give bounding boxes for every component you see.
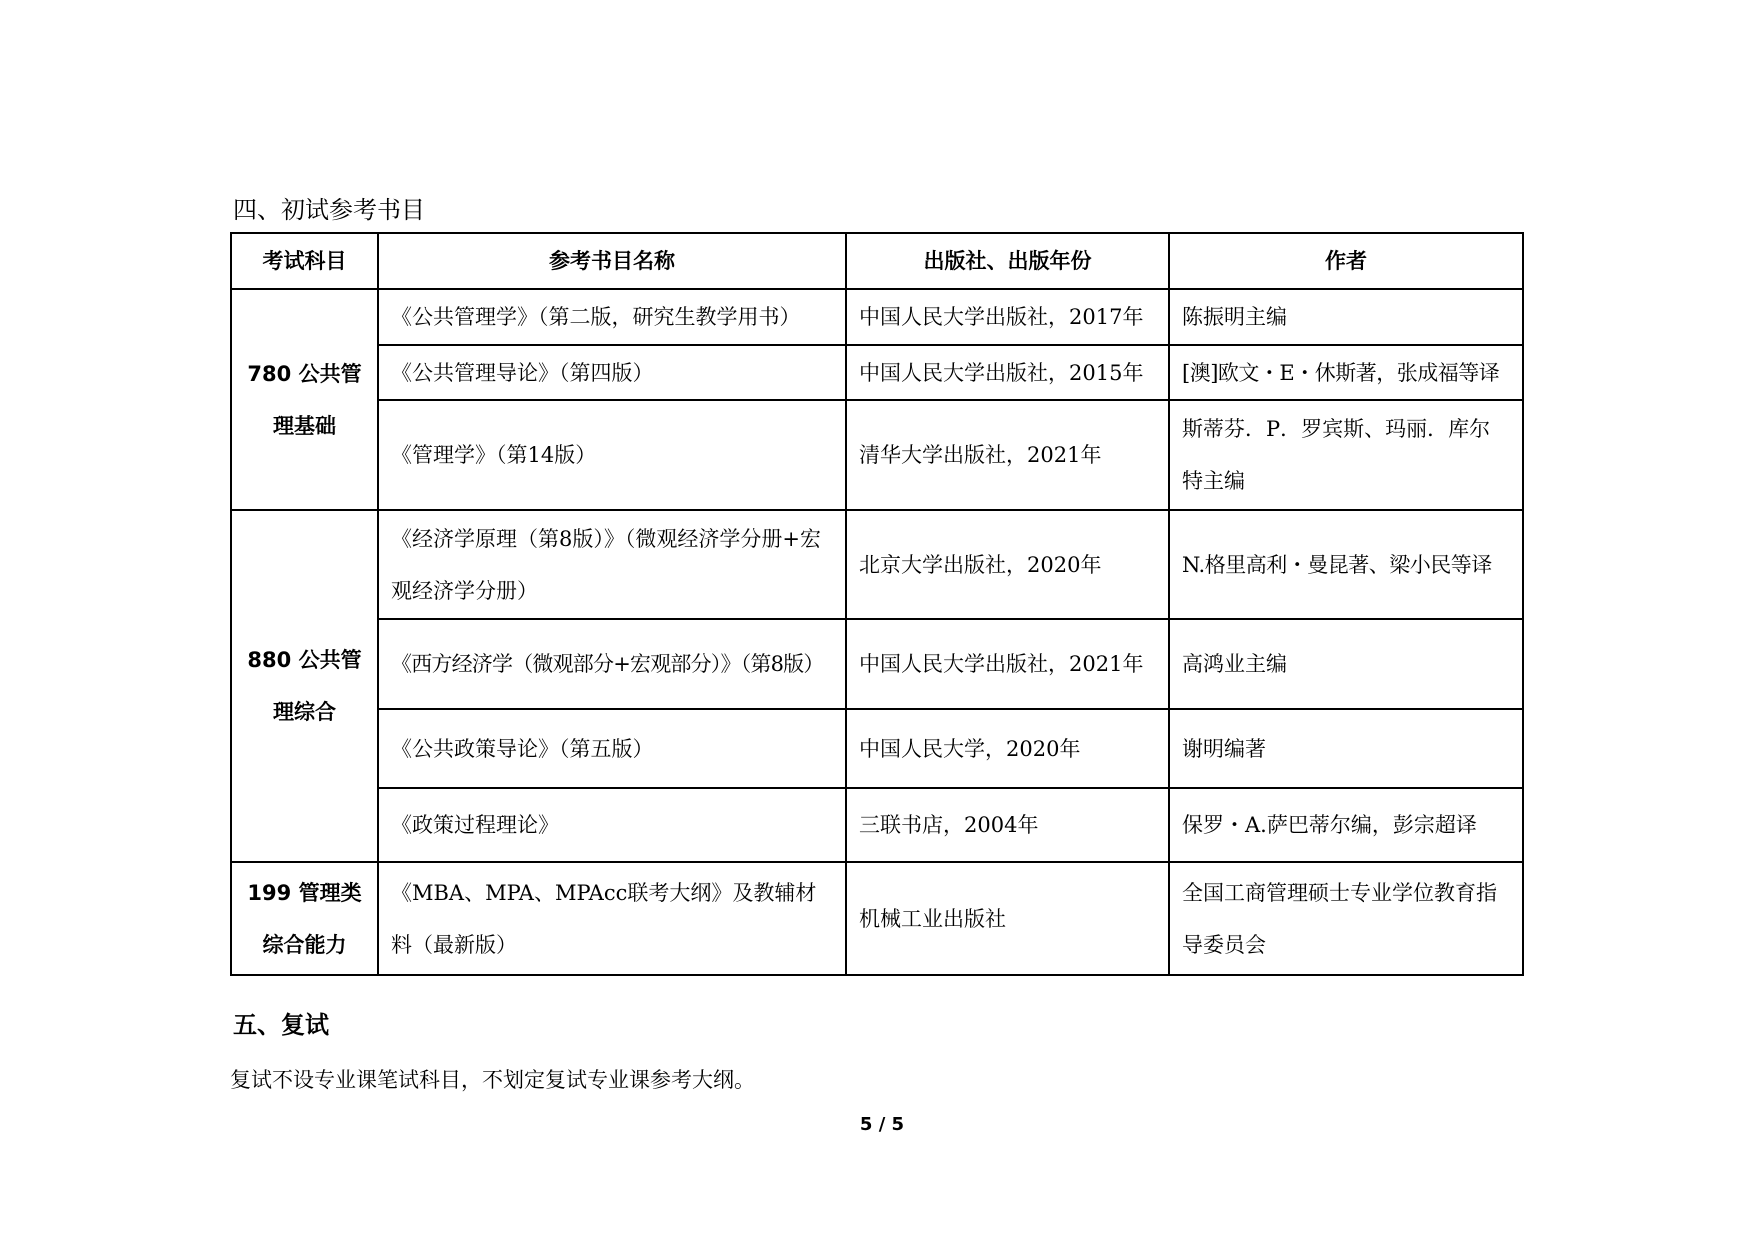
book-cell: 《公共管理学》（第二版，研究生教学用书）: [378, 289, 846, 345]
publisher-cell: 三联书店，2004年: [846, 788, 1169, 862]
book-cell: 《西方经济学（微观部分+宏观部分）》（第8版）: [378, 619, 846, 709]
author-cell: 高鸿业主编: [1169, 619, 1523, 709]
author-cell: 全国工商管理硕士专业学位教育指导委员会: [1169, 862, 1523, 975]
publisher-cell: 中国人民大学出版社，2021年: [846, 619, 1169, 709]
table-header-row: [231, 233, 1523, 289]
author-cell: 陈振明主编: [1169, 289, 1523, 345]
reference-books-table: [230, 232, 1524, 976]
section-title-preliminary-references: 四、初试参考书目: [233, 196, 425, 224]
table-row: [231, 400, 1523, 510]
publisher-cell: 中国人民大学，2020年: [846, 709, 1169, 788]
publisher-cell: 清华大学出版社，2021年: [846, 400, 1169, 510]
table-row: [231, 788, 1523, 862]
section-title-retest: 五、复试: [233, 1010, 329, 1039]
publisher-cell: 机械工业出版社: [846, 862, 1169, 975]
publisher-cell: 北京大学出版社，2020年: [846, 510, 1169, 619]
book-cell: 《公共管理导论》（第四版）: [378, 345, 846, 400]
table-row: [231, 619, 1523, 709]
author-cell: 斯蒂芬．P．罗宾斯、玛丽．库尔特主编: [1169, 400, 1523, 510]
book-cell: 《经济学原理（第8版）》（微观经济学分册+宏观经济学分册）: [378, 510, 846, 619]
author-cell: 保罗・A.萨巴蒂尔编，彭宗超译: [1169, 788, 1523, 862]
retest-description: 复试不设专业课笔试科目，不划定复试专业课参考大纲。: [230, 1068, 755, 1092]
author-cell: 谢明编著: [1169, 709, 1523, 788]
book-cell: 《MBA、MPA、MPAcc联考大纲》及教辅材料（最新版）: [378, 862, 846, 975]
publisher-cell: 中国人民大学出版社，2017年: [846, 289, 1169, 345]
author-cell: [澳]欧文・E・休斯著，张成福等译: [1169, 345, 1523, 400]
page-number: 5 / 5: [859, 1114, 905, 1135]
header-subject: 考试科目: [231, 233, 378, 289]
subject-cell: 780 公共管理基础: [231, 289, 378, 510]
book-cell: 《管理学》（第14版）: [378, 400, 846, 510]
book-cell: 《公共政策导论》（第五版）: [378, 709, 846, 788]
header-book-title: 参考书目名称: [378, 233, 846, 289]
header-author: 作者: [1169, 233, 1523, 289]
table-row: [231, 289, 1523, 345]
author-cell: N.格里高利・曼昆著、梁小民等译: [1169, 510, 1523, 619]
book-cell: 《政策过程理论》: [378, 788, 846, 862]
table-row: [231, 862, 1523, 975]
table-row: [231, 510, 1523, 619]
table-row: [231, 709, 1523, 788]
subject-cell: 199 管理类综合能力: [231, 862, 378, 975]
header-publisher-year: 出版社、出版年份: [846, 233, 1169, 289]
subject-cell: 880 公共管理综合: [231, 510, 378, 862]
table-row: [231, 345, 1523, 400]
publisher-cell: 中国人民大学出版社，2015年: [846, 345, 1169, 400]
